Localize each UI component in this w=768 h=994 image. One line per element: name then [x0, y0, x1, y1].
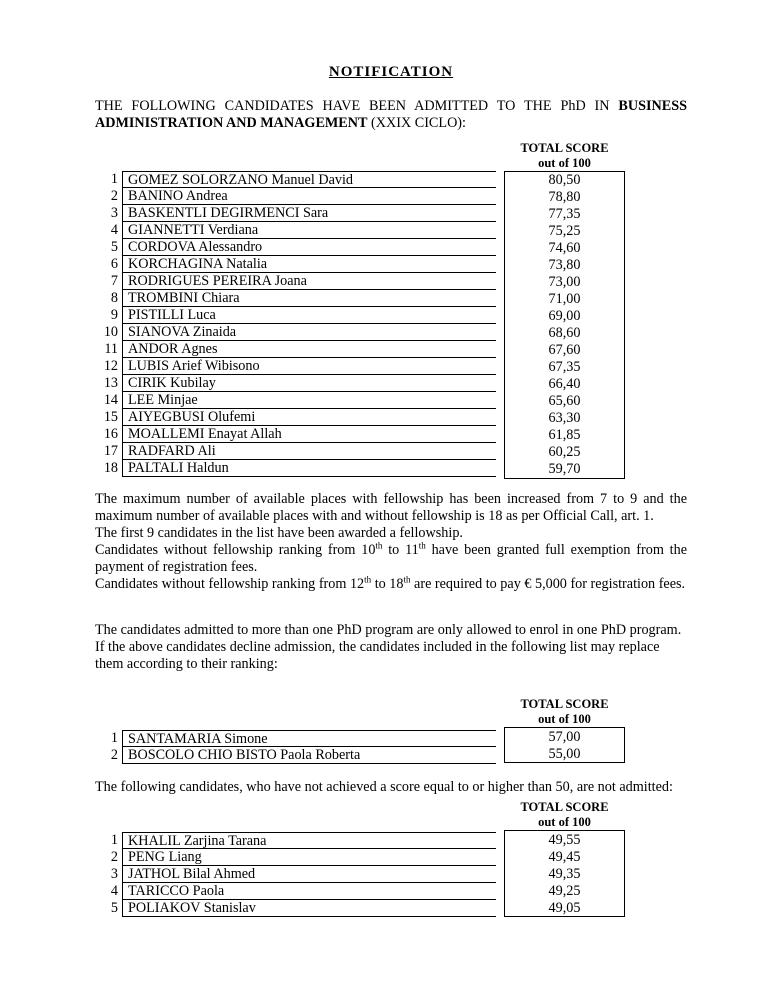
candidate-score: 80,50	[548, 172, 581, 188]
program-name: BUSINESS ADMINISTRATION AND MANAGEMENT	[95, 98, 687, 131]
row-number: 11	[104, 341, 118, 357]
not-admitted-score-header	[504, 800, 625, 829]
fellowship-line2: The first 9 candidates in the list have been awarded a fellowship.	[95, 525, 463, 541]
candidate-name: BOSCOLO CHIO BISTO Paola Roberta	[122, 747, 496, 764]
row-number: 13	[103, 375, 118, 391]
row-number: 1	[110, 832, 118, 848]
exemption-sup2: th	[418, 540, 426, 551]
enrolment-line2: If the above candidates decline admission, the candidates included in the following list may replace them according to their ranking:	[95, 639, 660, 672]
score-header-line1: TOTAL SCORE	[520, 141, 609, 155]
candidate-name: RODRIGUES PEREIRA Joana	[122, 273, 496, 290]
candidate-name: TARICCO Paola	[122, 883, 496, 900]
candidate-name: POLIAKOV Stanislav	[122, 900, 496, 917]
row-number: 9	[110, 307, 118, 323]
candidate-score: 61,85	[548, 427, 581, 443]
candidate-score: 65,60	[548, 393, 581, 409]
candidate-name: LUBIS Arief Wibisono	[122, 358, 496, 375]
row-number: 4	[110, 222, 118, 238]
candidate-name: CIRIK Kubilay	[122, 375, 496, 392]
row-number: 14	[103, 392, 118, 408]
exemption-sup1: th	[375, 540, 383, 551]
fees-sup1: th	[364, 574, 372, 585]
not-admitted-header-line1: TOTAL SCORE	[520, 800, 609, 814]
row-number: 2	[110, 849, 118, 865]
row-number: 16	[103, 426, 118, 442]
candidate-name: TROMBINI Chiara	[122, 290, 496, 307]
intro-prefix: THE FOLLOWING CANDIDATES HAVE BEEN ADMITTED TO THE PhD IN	[95, 98, 619, 114]
candidate-score: 75,25	[548, 223, 581, 239]
candidate-name: RADFARD Ali	[122, 443, 496, 460]
exemption-line	[95, 542, 687, 576]
fellowship-paragraph	[95, 491, 687, 593]
candidate-name: GOMEZ SOLORZANO Manuel David	[122, 171, 496, 188]
row-number: 18	[103, 460, 118, 476]
candidate-name: SANTAMARIA Simone	[122, 730, 496, 747]
candidate-name: ANDOR Agnes	[122, 341, 496, 358]
row-number: 12	[103, 358, 118, 374]
candidate-score: 49,45	[548, 849, 581, 865]
reserve-score-header	[504, 697, 625, 726]
row-number: 2	[110, 747, 118, 763]
candidate-score: 73,00	[548, 274, 581, 290]
candidate-score: 66,40	[548, 376, 581, 392]
intro-text	[95, 98, 687, 132]
row-number: 3	[110, 866, 118, 882]
exemption-text-a: Candidates without fellowship ranking from 10	[95, 542, 376, 558]
candidate-name: PALTALI Haldun	[122, 460, 496, 477]
candidate-score: 57,00	[548, 729, 581, 745]
candidate-score: 78,80	[548, 189, 581, 205]
candidate-score: 63,30	[548, 410, 581, 426]
fees-text-c: are required to pay € 5,000 for registration fees.	[410, 576, 686, 592]
candidate-name: MOALLEMI Enayat Allah	[122, 426, 496, 443]
candidate-name: BANINO Andrea	[122, 188, 496, 205]
candidate-name: SIANOVA Zinaida	[122, 324, 496, 341]
enrolment-paragraph	[95, 622, 687, 673]
candidate-score: 77,35	[548, 206, 581, 222]
row-number: 3	[110, 205, 118, 221]
candidate-name: PENG Liang	[122, 849, 496, 866]
reserve-header-line1: TOTAL SCORE	[520, 697, 609, 711]
page-title: NOTIFICATION	[328, 64, 454, 80]
candidate-score: 74,60	[548, 240, 581, 256]
row-number: 4	[110, 883, 118, 899]
fees-line	[95, 576, 687, 593]
fees-text-b: to 18	[371, 576, 404, 592]
row-number: 1	[110, 171, 118, 187]
row-number: 8	[110, 290, 118, 306]
exemption-text-b: to 11	[382, 542, 419, 558]
reserve-header-line2: out of 100	[538, 711, 591, 726]
candidate-name: CORDOVA Alessandro	[122, 239, 496, 256]
candidate-score: 73,80	[548, 257, 581, 273]
candidate-score: 68,60	[548, 325, 581, 341]
row-number: 15	[103, 409, 118, 425]
candidate-name: GIANNETTI Verdiana	[122, 222, 496, 239]
row-number: 7	[110, 273, 118, 289]
candidate-name: AIYEGBUSI Olufemi	[122, 409, 496, 426]
candidate-name: KHALIL Zarjina Tarana	[122, 832, 496, 849]
candidate-name: BASKENTLI DEGIRMENCI Sara	[122, 205, 496, 222]
enrolment-line1: The candidates admitted to more than one PhD program are only allowed to enrol in one PhD program.	[95, 622, 682, 638]
row-number: 6	[110, 256, 118, 272]
row-number: 17	[103, 443, 118, 459]
admitted-score-header	[504, 141, 625, 170]
fees-sup2: th	[403, 574, 411, 585]
candidate-score: 67,60	[548, 342, 581, 358]
fellowship-line1: The maximum number of available places with fellowship has been increased from 7 to 9 and the maximum number of available places with and without fellowship is 18 as per Official Call, art. 1.	[95, 491, 687, 524]
candidate-score: 60,25	[548, 444, 581, 460]
row-number: 5	[110, 900, 118, 916]
fees-text-a: Candidates without fellowship ranking from 12	[95, 576, 365, 592]
candidate-score: 49,35	[548, 866, 581, 882]
candidate-score: 49,25	[548, 883, 581, 899]
candidate-score: 67,35	[548, 359, 581, 375]
candidate-score: 49,55	[548, 832, 581, 848]
not-admitted-header-line2: out of 100	[538, 814, 591, 829]
row-number: 5	[110, 239, 118, 255]
row-number: 10	[103, 324, 118, 340]
score-header-line2: out of 100	[538, 155, 591, 170]
candidate-name: PISTILLI Luca	[122, 307, 496, 324]
candidate-score: 69,00	[548, 308, 581, 324]
candidate-score: 49,05	[548, 900, 581, 916]
candidate-name: KORCHAGINA Natalia	[122, 256, 496, 273]
candidate-score: 59,70	[548, 461, 581, 477]
intro-suffix: (XXIX CICLO):	[367, 115, 466, 131]
candidate-score: 71,00	[548, 291, 581, 307]
candidate-name: JATHOL Bilal Ahmed	[122, 866, 496, 883]
row-number: 2	[110, 188, 118, 204]
row-number: 1	[110, 730, 118, 746]
exemption-text-c: have been granted full exemption from the payment of registration fees.	[95, 542, 687, 575]
not-admitted-paragraph: The following candidates, who have not achieved a score equal to or higher than 50, are not admitted:	[95, 779, 673, 795]
candidate-name: LEE Minjae	[122, 392, 496, 409]
candidate-score: 55,00	[548, 746, 581, 762]
